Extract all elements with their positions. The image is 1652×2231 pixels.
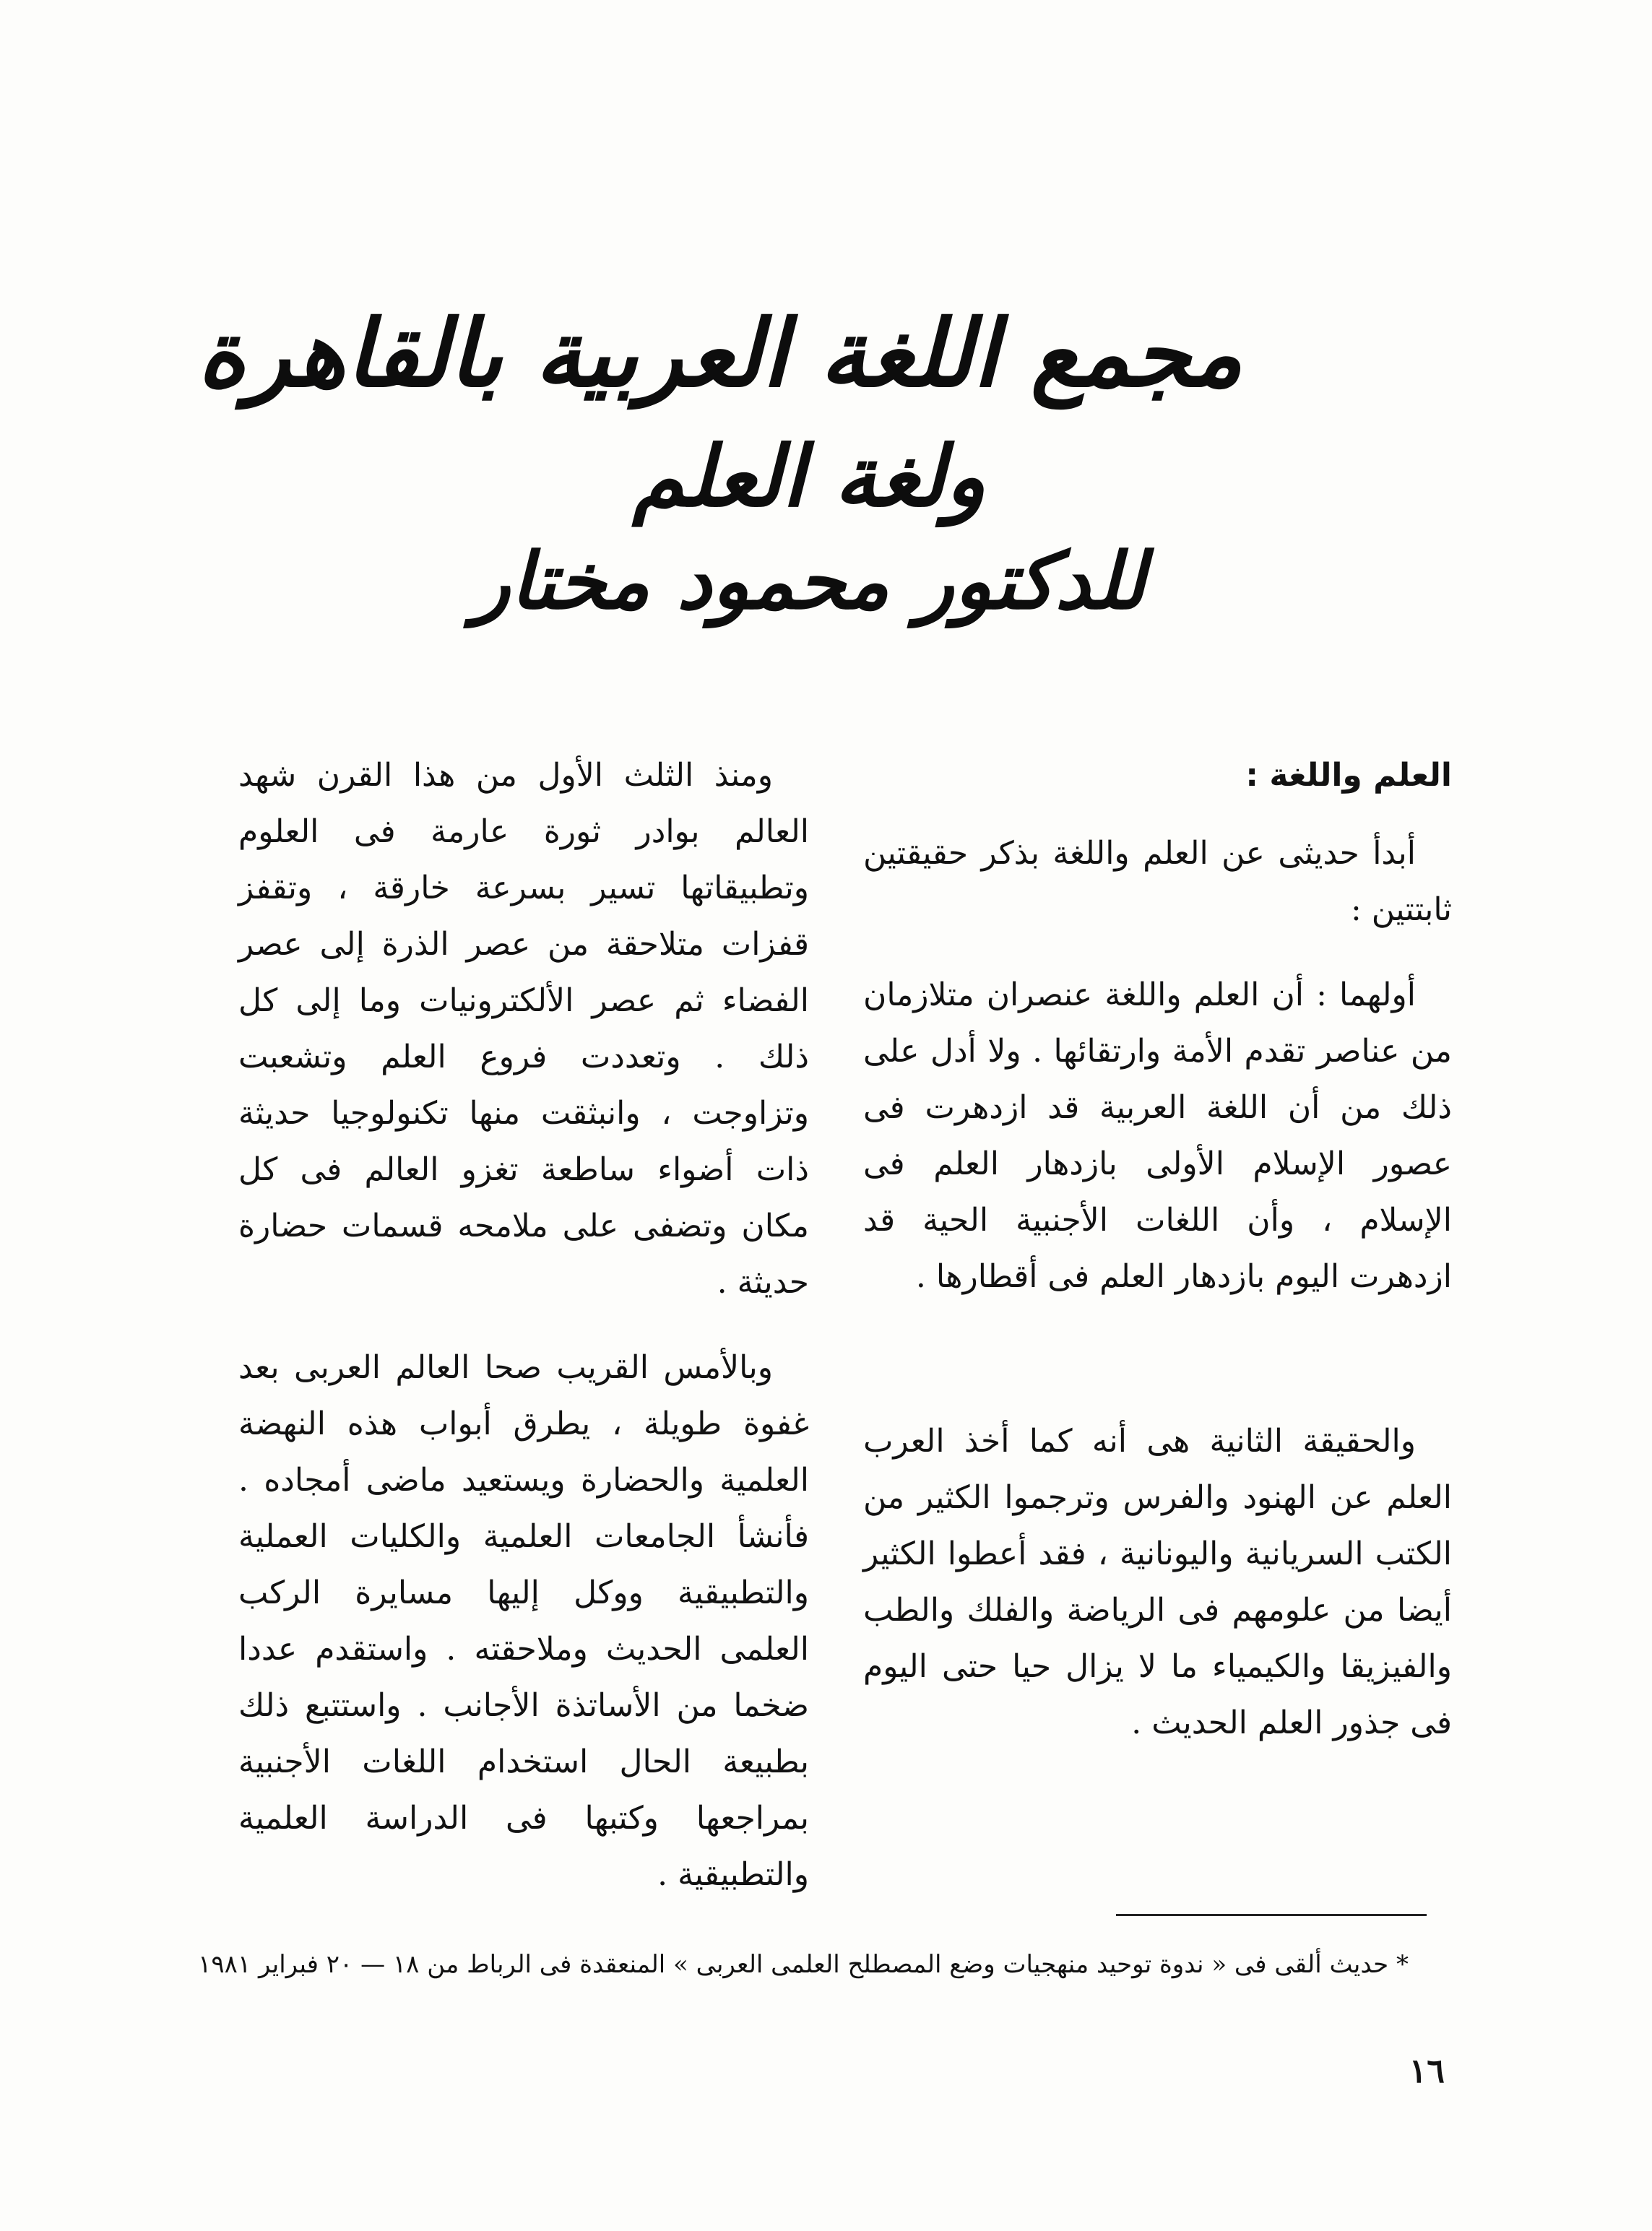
right-text-column: [863, 748, 1452, 1751]
left-text-column: [238, 748, 809, 1903]
paragraph: أبدأ حديثى عن العلم واللغة بذكر حقيقتين ثابتتين :: [863, 835, 1452, 928]
page-number: ١٦: [1409, 2051, 1445, 2090]
footnote-divider: [1116, 1914, 1427, 1916]
title-line-author: للدكتور محمود مختار: [472, 536, 1146, 627]
article-title: [197, 282, 1242, 636]
title-line-academy: مجمع اللغة العربية بالقاهرة: [197, 300, 1242, 408]
section-heading: العلم واللغة :: [1245, 757, 1452, 794]
paragraph: وبالأمس القريب صحا العالم العربى بعد غفوة طويلة ، يطرق أبواب هذه النهضة العلمية والحضارة ويستعيد ماضى أمجاده . فأنشأ الجامعات العلمية والكليات العملية والتطبيقية ووكل إليها مسايرة الركب العلمى الحديث وملاحقته . واستقدم عددا ضخما من الأساتذة الأجانب . واستتبع ذلك بطبيعة الحال استخدام اللغات الأجنبية بمراجعها وكتبها فى الدراسة العلمية والتطبيقية .: [238, 1349, 809, 1893]
paragraph: والحقيقة الثانية هى أنه كما أخذ العرب العلم عن الهنود والفرس وترجموا الكثير من الكتب السريانية واليونانية ، فقد أعطوا الكثير أيضا من علومهم فى الرياضة والفلك والطب والفيزيقا والكيمياء ما لا يزال حيا حتى اليوم فى جذور العلم الحديث .: [863, 1423, 1452, 1741]
footnote: * حديث ألقى فى « ندوة توحيد منهجيات وضع المصطلح العلمى العربى » المنعقدة فى الرباط من ١٨ — ٢٠ فبراير ١٩٨١: [198, 1950, 1409, 1979]
paragraph: أولهما : أن العلم واللغة عنصران متلازمان من عناصر تقدم الأمة وارتقائها . ولا أدل على ذلك من أن اللغة العربية قد ازدهرت فى عصور الإسلام الأولى بازدهار العلم فى الإسلام ، وأن اللغات الأجنبية الحية قد ازدهرت اليوم بازدهار العلم فى أقطارها .: [863, 976, 1452, 1295]
title-line-subject: ولغة العلم: [632, 428, 986, 526]
paragraph: ومنذ الثلث الأول من هذا القرن شهد العالم بوادر ثورة عارمة فى العلوم وتطبيقاتها تسير بسرعة خارقة ، وتقفز قفزات متلاحقة من عصر الذرة إلى عصر الفضاء ثم عصر الألكترونيات وما إلى كل ذلك . وتعددت فروع العلم وتشعبت وتزاوجت ، وانبثقت منها تكنولوجيا حديثة ذات أضواء ساطعة تغزو العالم فى كل مكان وتضفى على ملامحه قسمات حضارة حديثة .: [238, 757, 810, 1301]
